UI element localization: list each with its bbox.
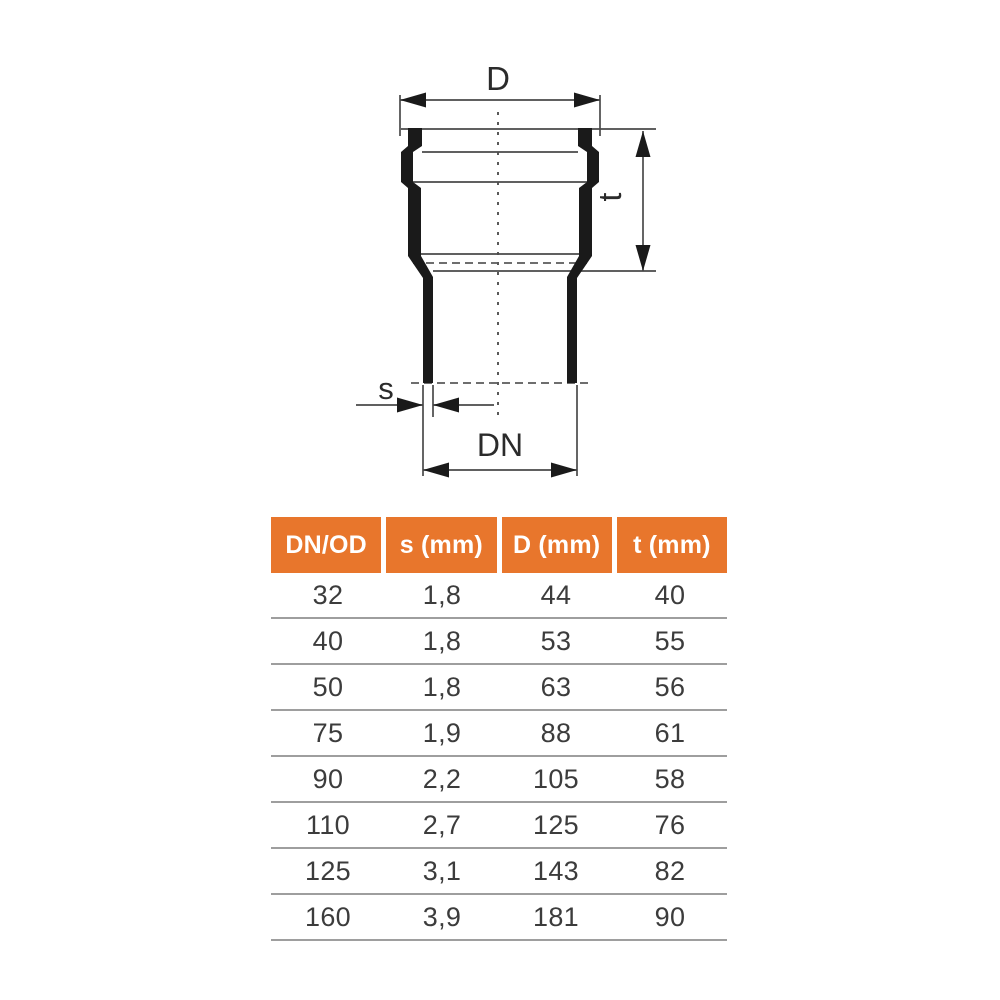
label-outer-diameter: D — [486, 60, 510, 97]
table-cell: 88 — [540, 717, 572, 748]
table-cell: 1,8 — [422, 625, 462, 656]
table-row — [271, 849, 727, 895]
table-cell: 110 — [306, 809, 350, 840]
table-cell: 50 — [312, 671, 344, 702]
table-cell: 40 — [312, 625, 344, 656]
table-cell: 32 — [312, 579, 344, 610]
table-cell: 1,8 — [422, 671, 462, 702]
label-nominal-diameter: DN — [476, 427, 524, 463]
table-cell: 90 — [654, 901, 686, 932]
table-cell: 44 — [540, 579, 572, 610]
table-cell: 40 — [654, 579, 686, 610]
table-cell: 3,1 — [422, 855, 462, 886]
table-cell: 125 — [533, 809, 579, 840]
table-row — [271, 757, 727, 803]
table-row — [271, 895, 727, 941]
table-cell: 55 — [654, 625, 686, 656]
table-row — [271, 711, 727, 757]
column-header-t-mm: t (mm) — [617, 517, 727, 573]
column-header-s-mm: s (mm) — [386, 517, 496, 573]
table-cell: 3,9 — [422, 901, 462, 932]
dimension-table — [271, 517, 727, 941]
table-cell: 53 — [540, 625, 572, 656]
table-row — [271, 665, 727, 711]
table-cell: 75 — [312, 717, 344, 748]
table-cell: 2,7 — [422, 809, 462, 840]
table-cell: 160 — [305, 901, 351, 932]
table-cell: 1,8 — [422, 579, 462, 610]
table-row — [271, 803, 727, 849]
table-cell: 90 — [312, 763, 344, 794]
table-cell: 105 — [533, 763, 579, 794]
table-cell: 56 — [654, 671, 686, 702]
table-header-row — [271, 517, 727, 573]
table-cell: 2,2 — [422, 763, 462, 794]
table-cell: 63 — [540, 671, 572, 702]
table-cell: 1,9 — [422, 717, 462, 748]
table-cell: 61 — [654, 717, 686, 748]
column-header-d-mm: D (mm) — [502, 517, 612, 573]
table-cell: 143 — [533, 855, 579, 886]
table-cell: 76 — [654, 809, 686, 840]
hidden-lines — [411, 263, 589, 383]
socket-wall-left — [401, 128, 433, 383]
table-cell: 58 — [654, 763, 686, 794]
label-wall-thickness: s — [378, 371, 394, 406]
column-header-dn-od: DN/OD — [271, 517, 381, 573]
table-cell: 82 — [654, 855, 686, 886]
label-insertion-depth: t — [592, 192, 628, 202]
socket-wall-right — [567, 128, 599, 383]
table-cell: 181 — [533, 901, 579, 932]
table-row — [271, 619, 727, 665]
dimension-arrows — [397, 93, 651, 478]
table-cell: 125 — [305, 855, 351, 886]
table-row — [271, 573, 727, 619]
